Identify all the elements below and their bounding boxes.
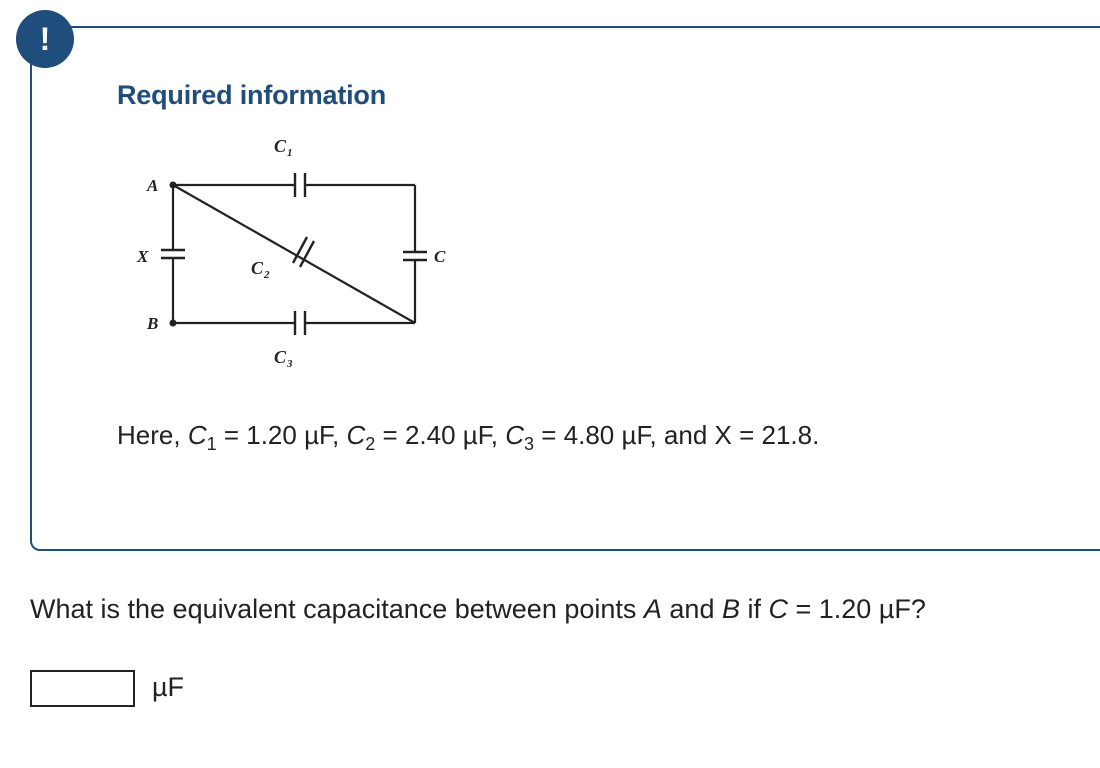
- label-x: X: [137, 247, 149, 266]
- label-c1-sub: 1: [287, 147, 293, 159]
- answer-input[interactable]: [30, 670, 135, 707]
- label-c2: C: [251, 258, 264, 278]
- question-part-2: and: [661, 594, 722, 624]
- given-values-text: [117, 420, 820, 454]
- c2-value: = 2.40 µF,: [375, 420, 498, 450]
- node-a: [170, 182, 177, 189]
- question-part-3: if: [739, 594, 769, 624]
- required-information-title: Required information: [117, 80, 387, 110]
- c1-value: = 1.20 µF,: [216, 420, 340, 450]
- point-b: B: [721, 594, 740, 624]
- label-c3: C: [274, 347, 287, 367]
- question-text: [30, 594, 926, 625]
- c3-symbol: C: [505, 420, 524, 450]
- label-c: C: [434, 247, 446, 266]
- given-prefix: Here,: [117, 420, 181, 450]
- label-c1: C: [274, 136, 287, 156]
- label-c3-sub: 3: [287, 358, 293, 370]
- c1-subscript: 1: [206, 434, 217, 454]
- capacitance-symbol: C: [768, 594, 788, 624]
- answer-unit-label: µF: [152, 672, 185, 702]
- c3-subscript: 3: [524, 434, 535, 454]
- question-part-1: What is the equivalent capacitance between points: [30, 594, 644, 624]
- node-b: [170, 320, 177, 327]
- label-b: B: [147, 314, 159, 333]
- c2-subscript: 2: [365, 434, 376, 454]
- question-part-4: = 1.20 µF?: [788, 594, 926, 624]
- label-c2-sub: 2: [264, 269, 270, 281]
- exclamation-icon: !: [16, 10, 74, 68]
- wire-diagonal: [173, 185, 415, 323]
- label-a: A: [147, 176, 159, 195]
- c1-symbol: C: [187, 420, 207, 450]
- c2-symbol: C: [346, 420, 366, 450]
- capacitor-circuit-diagram: [125, 128, 465, 378]
- c3-value: = 4.80 µF, and X = 21.8.: [534, 420, 820, 450]
- point-a: A: [643, 594, 662, 624]
